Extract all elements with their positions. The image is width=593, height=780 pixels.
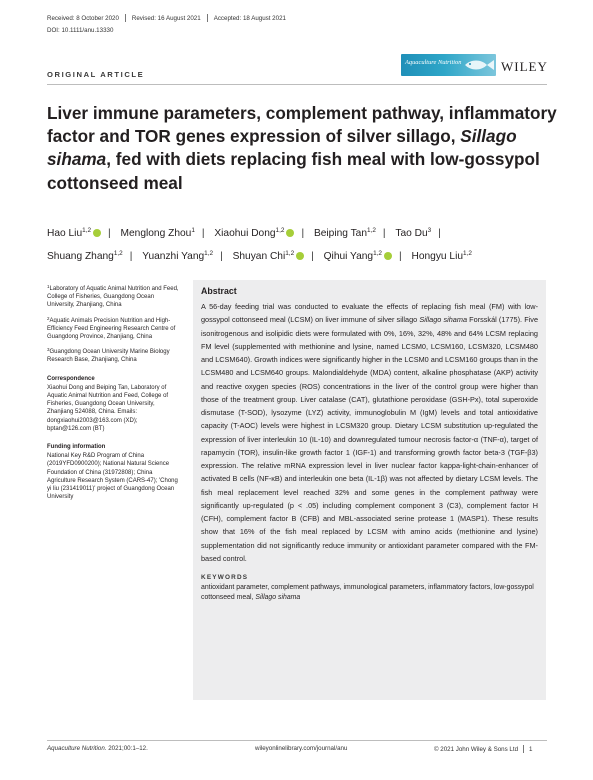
history-divider [207, 14, 208, 22]
author-separator: | [129, 251, 133, 262]
journal-logo[interactable] [401, 54, 496, 76]
author-separator: | [382, 228, 386, 239]
footer-divider [523, 745, 524, 753]
author[interactable]: Tao Du$^3$ [395, 227, 432, 239]
correspondence-heading: Correspondence [47, 375, 95, 382]
doi[interactable]: DOI: 10.1111/anu.13330 [47, 27, 114, 34]
author-separator: | [398, 251, 402, 262]
accepted-date: Accepted: 18 August 2021 [213, 14, 286, 22]
author-separator: | [311, 251, 314, 262]
author[interactable]: Beiping Tan$^{1,2}$ [313, 227, 376, 239]
sidebar-info [47, 283, 179, 501]
abstract-heading: Abstract [201, 286, 237, 296]
footer-citation: Aquaculture Nutrition. 2021;00:1–12. [47, 745, 148, 752]
affiliation: $^2$Aquatic Animals Precision Nutrition and High-Efficiency Feed Engineering Research Centre of Guangdong Province, Zhanjiang, China [47, 315, 176, 341]
author[interactable]: Menglong Zhou$^1$ [120, 227, 195, 239]
author-separator: | [201, 228, 205, 239]
received-date: Received: 8 October 2020 [47, 14, 119, 22]
article-type: ORIGINAL ARTICLE [47, 70, 145, 79]
fish-icon [463, 57, 495, 73]
header-rule [47, 84, 547, 85]
keywords-heading: KEYWORDS [201, 574, 249, 581]
correspondence [47, 375, 179, 433]
author-list [47, 221, 557, 267]
orcid-icon[interactable] [296, 252, 304, 260]
publisher-logo[interactable]: WILEY [501, 59, 548, 74]
title-text: Liver immune parameters, complement pathway, inflammatory factor and TOR genes expression of silver sillago, [47, 103, 557, 147]
footer-rule [47, 740, 547, 741]
title-text: , fed with diets replacing fish meal with low-gossypol cottonseed meal [47, 149, 540, 193]
abstract-box [193, 280, 546, 700]
author[interactable]: Hongyu Liu$^{1,2}$ [411, 250, 472, 262]
author-separator: | [301, 228, 305, 239]
funding-heading: Funding information [47, 444, 106, 451]
footer-url[interactable]: wileyonlinelibrary.com/journal/anu [255, 745, 348, 752]
funding-info [47, 443, 179, 501]
author-separator: | [438, 228, 441, 239]
copyright-text: © 2021 John Wiley & Sons Ltd [434, 745, 519, 753]
affiliation: $^3$Guangdong Ocean University Marine Biology Research Base, Zhanjiang, China [47, 347, 170, 364]
orcid-icon[interactable] [286, 229, 294, 237]
author[interactable]: Shuang Zhang$^{1,2}$ [47, 250, 123, 262]
author[interactable]: Yuanzhi Yang$^{1,2}$ [142, 250, 214, 262]
author[interactable]: Shuyan Chi$^{1,2}$ [233, 244, 305, 267]
page-number: 1 [529, 745, 533, 753]
author[interactable]: Hao Liu$^{1,2}$ [47, 221, 101, 244]
author-separator: | [108, 228, 111, 239]
correspondence-text[interactable]: Xiaohui Dong and Beiping Tan, Laboratory of Aquatic Animal Nutrition and Feed, College of Fisheries, Guangdong Ocean University, Zhanjiang 524088, China. Emails: dongxiaohui2003@163.com (XD); bptan@126.com (BT) [47, 384, 169, 432]
author[interactable]: Qihui Yang$^{1,2}$ [324, 244, 392, 267]
orcid-icon[interactable] [384, 252, 392, 260]
funding-text: National Key R&D Program of China (2019YFD0900200); National Natural Science Foundation of China (31972808); China Agriculture Research System (CARS-47); 'Chong yi liu (231419011)' project of Guangdong Ocean University [47, 453, 178, 501]
journal-logo-text: Aquaculture Nutrition [405, 59, 462, 66]
author-separator: | [220, 251, 223, 262]
footer-copyright [434, 745, 532, 753]
author[interactable]: Xiaohui Dong$^{1,2}$ [214, 221, 294, 244]
revised-date: Revised: 16 August 2021 [131, 14, 201, 22]
abstract-text: A 56-day feeding trial was conducted to evaluate the effects of replacing fish meal (FM) with low-gossypol cottonseed meal (LCSM) on liver immune of silver sillago Sillago sihama Forsskál (1775). Five isonitrogenous and isolipidic diets were formulated with 0%, 16%, 32%, 48% and 64% LCSM replacing FM level (supplemented with methionine and lysine, named LCSM0, LCSM160, LCSM320, LCSM480 and LCSM640). Growth indices were significantly higher in the LCSM0 and LCSM160 groups than in the LCSM480 and LCSM640 groups. Malondialdehyde (MDA) content, alkaline phosphatase (AKP) activity and reactive oxygen species (ROS) concentrations in the liver of the control group were higher than those of the treatment group. Liver catalase (CAT), glutathione peroxidase (GSH-Px), total superoxide dismutase (T-SOD), lysozyme (LYZ) activity, immunoglobulin M (IgM) levels and total antioxidative capacity (T-AOC) levels were highest in LCSM320 group. Dietary LCSM substitution up-regulated the expression of liver interleukin 10 (IL-10) and downregulated tumour necrosis factor-α (TNF-α), target of rapamycin (TOR), insulin-like growth factor 1 (IGF-1) and transforming growth factor beta-3 (TGF-β3) expression. The relative mRNA expression level in liver nuclear factor kappa-light-chain-enhancer of activated B cells (NF-κB) and interleukin one beta (IL-1β) was not affected by dietary LCSM levels. The fish meal replacement level reached 32% and some genes in the complement pathway were significantly up-regulated (p < .05) including complement component 3 (C3), complement factor H (CFH), complement factor B (CFB) and MBL-associated serine protease 1 (MASP1). These results show that 16% of the fish meal replaced by LCSM with amino acids (methionine and lysine) supplementation did not significantly reduce immunity or antioxidant parameter compared with the FM-based control. [201, 302, 539, 563]
article-history [47, 14, 286, 22]
article-title [47, 102, 557, 195]
history-divider [125, 14, 126, 22]
orcid-icon[interactable] [93, 229, 101, 237]
affiliation: $^1$Laboratory of Aquatic Animal Nutrition and Feed, College of Fisheries, Guangdong Ocean University, Zhanjiang, China [47, 284, 179, 309]
title-species: Sillago sihama [47, 126, 517, 170]
keywords-text: antioxidant parameter, complement pathways, immunological parameters, inflammatory factors, low-gossypol cottonseed meal, Sillago sihama [201, 584, 534, 602]
